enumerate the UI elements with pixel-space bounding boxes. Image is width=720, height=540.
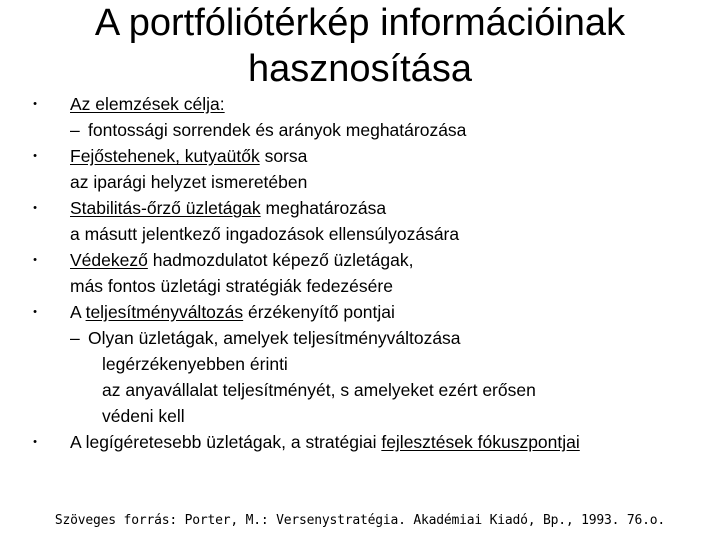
title-line-1: A portfóliótérkép információinak	[94, 2, 626, 44]
item-continuation: más fontos üzletági stratégiák fedezésére	[70, 276, 393, 296]
bullet-icon: •	[33, 306, 37, 318]
item-underlined-text: Védekező	[70, 250, 148, 270]
dash-icon: –	[70, 328, 80, 348]
item-underlined-text: teljesítményváltozás	[85, 302, 244, 322]
bullet-icon: •	[33, 436, 37, 448]
item-text: érzékenyítő pontjai	[243, 302, 395, 322]
dash-icon: –	[70, 120, 80, 140]
bullet-icon: •	[33, 254, 37, 266]
sub-item-continuation: védeni kell	[102, 406, 185, 426]
title-line-2: hasznosítása	[248, 48, 472, 90]
item-text: sorsa	[259, 146, 308, 166]
list-item-cash-cows	[28, 143, 708, 195]
list-item-stability	[28, 195, 708, 247]
sub-item-goal	[28, 117, 708, 143]
item-underlined-text: Stabilitás-őrző üzletágak	[70, 198, 261, 218]
item-continuation: az iparági helyzet ismeretében	[70, 172, 308, 192]
bullet-icon: •	[33, 150, 37, 162]
sub-item-continuation: legérzékenyebben érinti	[102, 354, 288, 374]
bullet-list	[28, 91, 708, 455]
source-citation: Szöveges forrás: Porter, M.: Versenystratégia. Akadémiai Kiadó, Bp., 1993. 76.o.	[54, 513, 666, 528]
sub-item-text: Olyan üzletágak, amelyek teljesítményváltozása	[88, 328, 461, 348]
sub-item-text: fontossági sorrendek és arányok meghatározása	[88, 120, 467, 140]
item-continuation: a másutt jelentkező ingadozások ellensúlyozására	[70, 224, 460, 244]
item-text: meghatározása	[260, 198, 387, 218]
list-item-promising	[28, 429, 708, 455]
bullet-icon: •	[33, 202, 37, 214]
bullet-icon: •	[33, 98, 37, 110]
sub-item-sensitivity	[28, 325, 708, 429]
sub-item-continuation: az anyavállalat teljesítményét, s amelyeket ezért erősen	[102, 380, 536, 400]
item-underlined-text: Fejőstehenek, kutyaütők	[70, 146, 260, 166]
list-item-defensive	[28, 247, 708, 299]
list-item-sensitivity	[28, 299, 708, 325]
item-text: hadmozdulatot képező üzletágak,	[147, 250, 414, 270]
item-underlined-text: Az elemzések célja:	[70, 94, 225, 114]
slide-title	[40, 0, 680, 92]
item-text-prefix: A	[70, 302, 86, 322]
item-text-prefix: A legígéretesebb üzletágak, a stratégiai	[70, 432, 382, 452]
list-item-goal	[28, 91, 708, 117]
item-underlined-text: fejlesztések fókuszpontjai	[381, 432, 580, 452]
